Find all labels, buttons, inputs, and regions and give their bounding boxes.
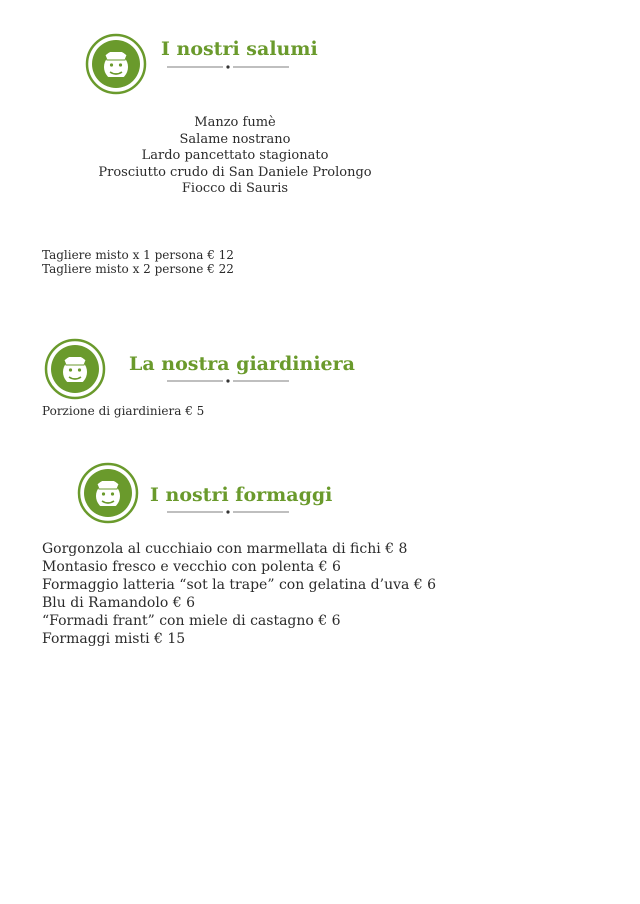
chef-logo-icon: [44, 338, 106, 400]
list-item: Blu di Ramandolo € 6: [42, 595, 195, 611]
divider-ornament: [167, 376, 289, 386]
salumi-list: [0, 115, 470, 198]
chef-logo-icon: [77, 462, 139, 524]
list-item: Fiocco di Sauris: [181, 181, 289, 196]
list-item: Salame nostrano: [179, 131, 291, 147]
price-line: Tagliere misto x 1 persona € 12: [42, 248, 234, 262]
divider-ornament: [167, 507, 289, 517]
list-item: Lardo pancettato stagionato: [141, 148, 329, 163]
price-line: Porzione di giardiniera € 5: [42, 404, 205, 418]
list-item: Montasio fresco e vecchio con polenta € 6: [42, 559, 341, 575]
salumi-title: I nostri salumi: [161, 38, 318, 60]
list-item: “Formadi frant” con miele di castagno € 6: [42, 613, 341, 629]
list-item: Formaggi misti € 15: [42, 631, 186, 647]
price-line: Tagliere misto x 2 persone € 22: [42, 262, 234, 276]
list-item: Gorgonzola al cucchiaio con marmellata di fichi € 8: [42, 541, 408, 557]
list-item: Manzo fumè: [194, 115, 276, 130]
chef-logo-icon: [85, 33, 147, 95]
divider-ornament: [167, 62, 289, 72]
formaggi-title: I nostri formaggi: [150, 484, 333, 506]
list-item: Prosciutto crudo di San Daniele Prolongo: [98, 164, 372, 180]
giardiniera-title: La nostra giardiniera: [129, 353, 355, 375]
list-item: Formaggio latteria “sot la trape” con gelatina d’uva € 6: [42, 577, 437, 593]
